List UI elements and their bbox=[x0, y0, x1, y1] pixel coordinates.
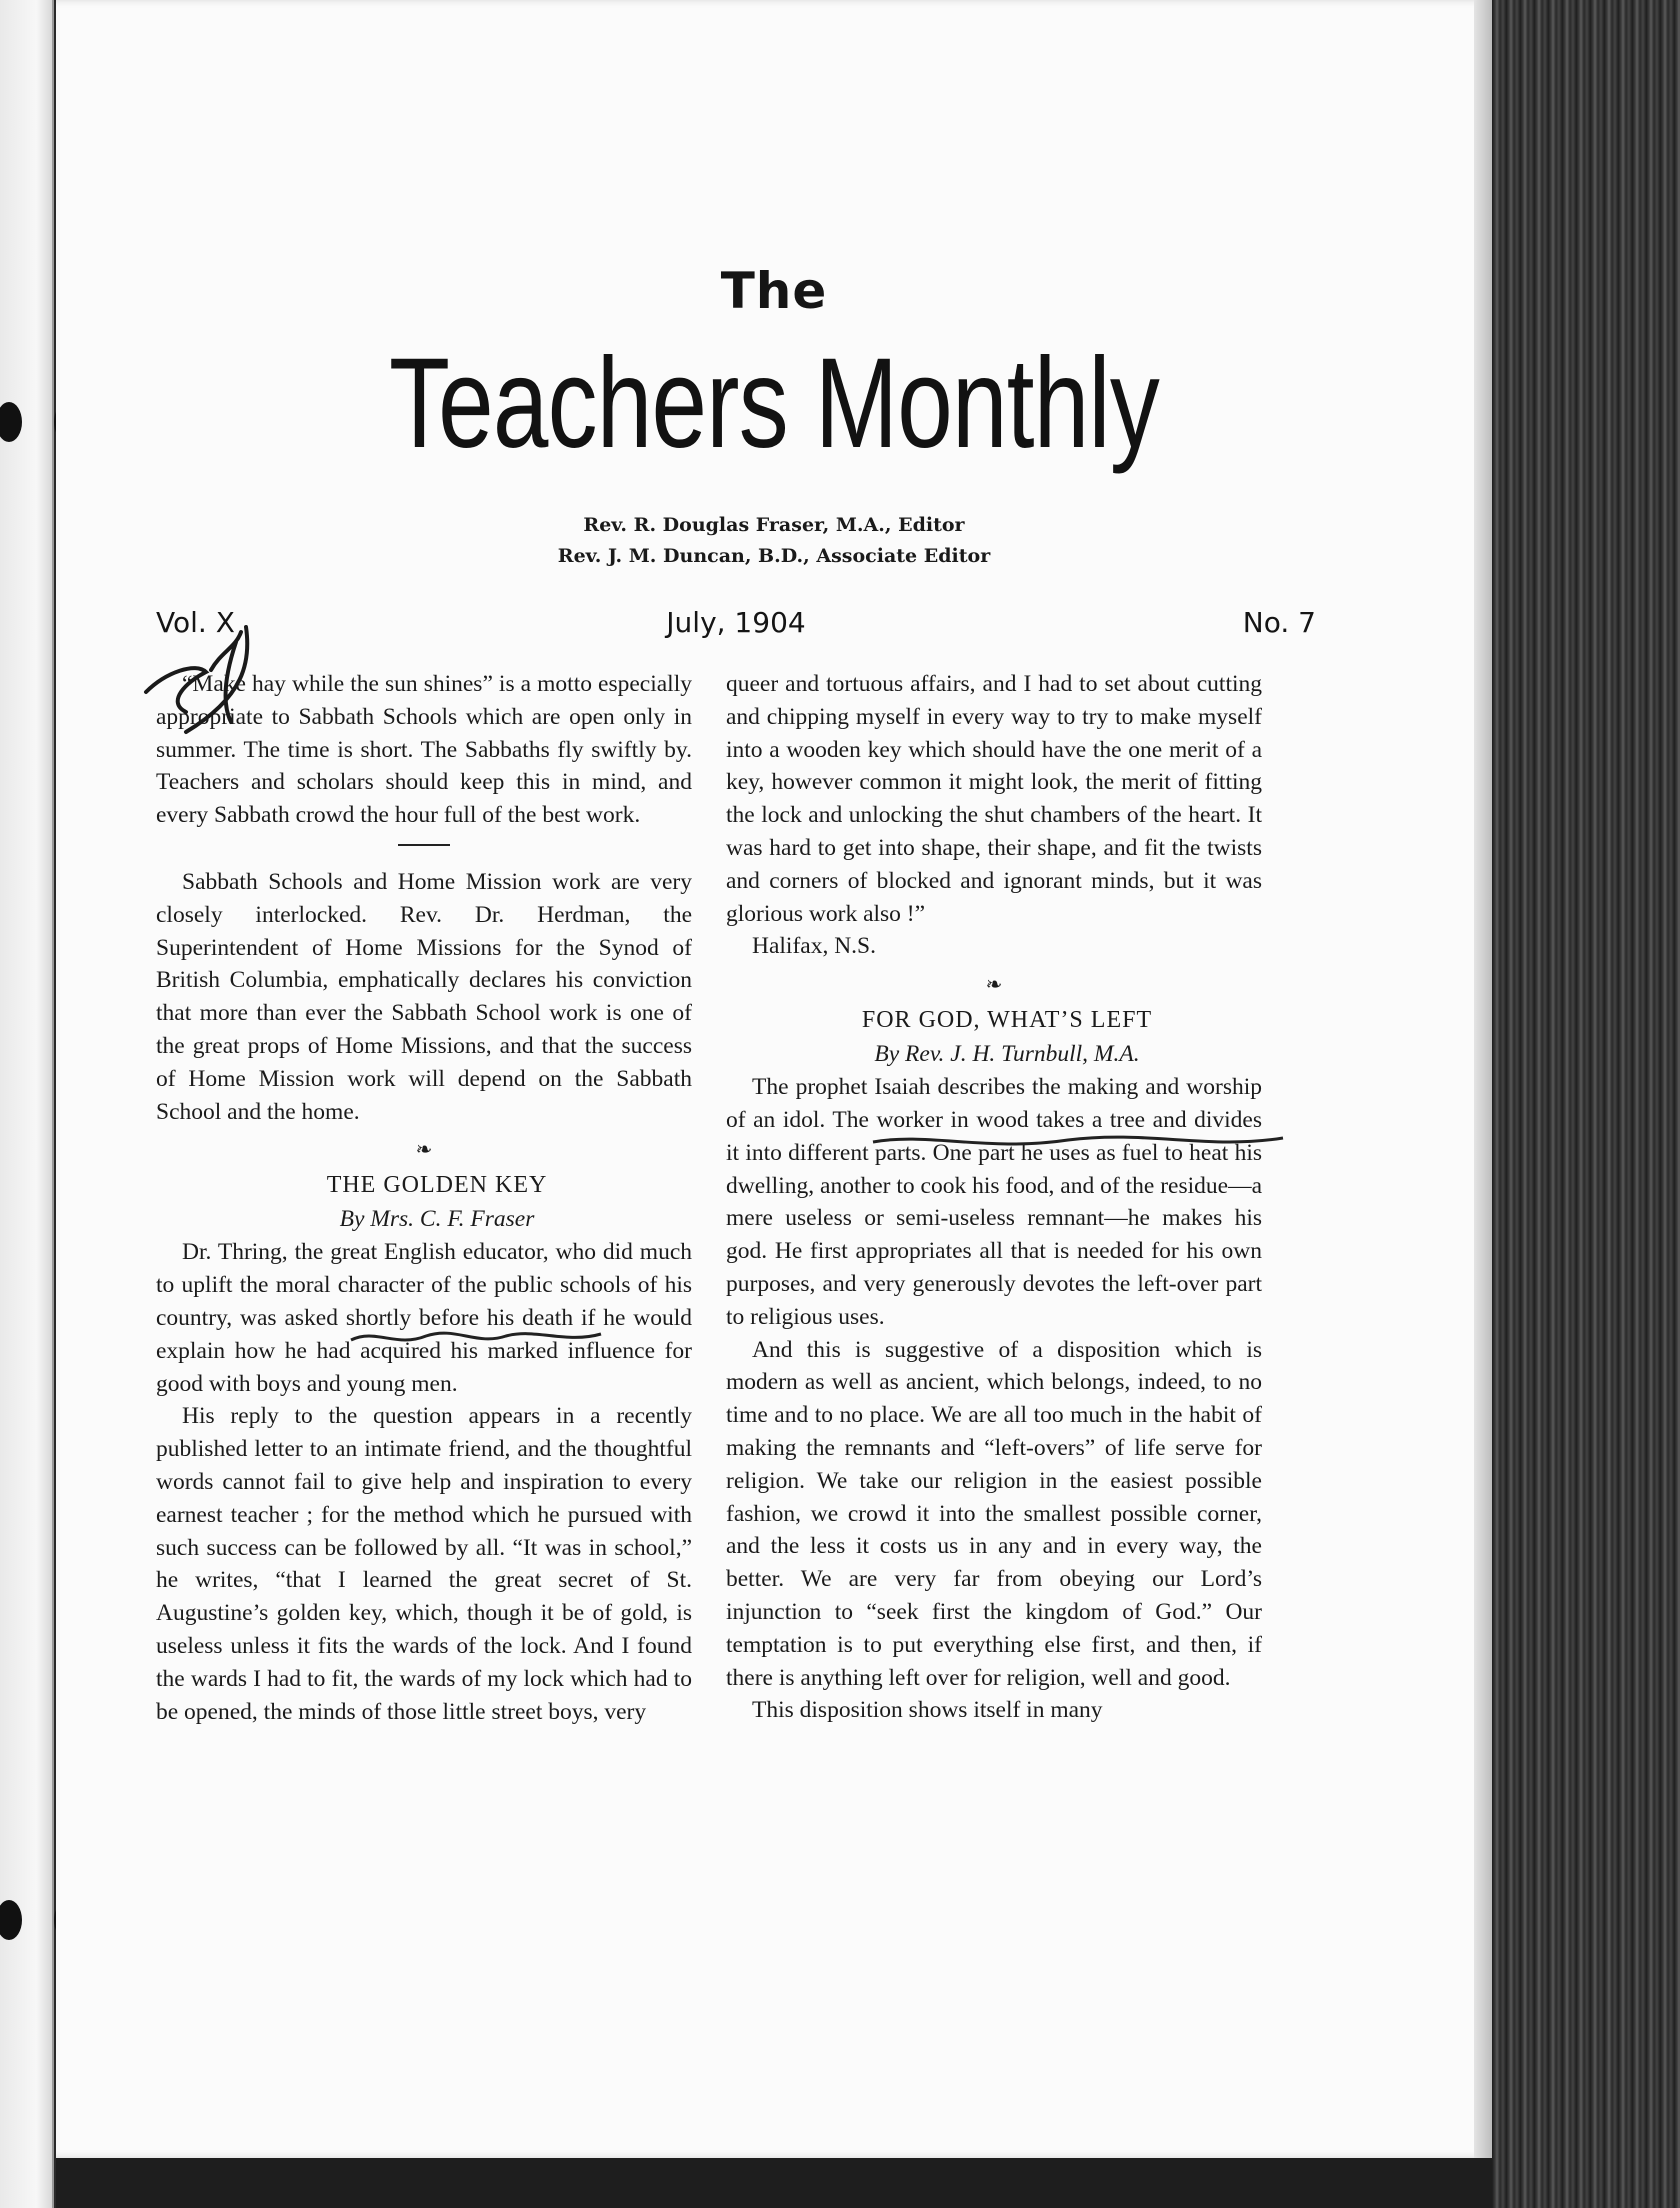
book-page-stack bbox=[1492, 0, 1680, 2208]
article-paragraph: This disposition shows itself in many bbox=[752, 1697, 1103, 1724]
editorial-paragraph: Sabbath Schools and Home Mission work are very closely interlocked. Rev. Dr. Herdman, the Superintendent of Home Missions for the Synod of British Columbia, emphatically declares his conviction that more than ever the Sabbath School work is one of the great props of Home Missions, and that the success of Home Mission work will depend on the Sabbath School and the home. bbox=[156, 868, 692, 1125]
article-paragraph: And this is suggestive of a disposition which is modern as well as ancient, which belongs, indeed, to no time and to no place. We are all too much in the habit of making the remnants and “left-overs” of life serve for religion. We take our religion in the easiest possible fashion, we crowd it into the smallest possible corner, and the less it costs us in any and in every way, the better. We are very far from obeying our Lord’s injunction to “seek first the kingdom of God.” Our temptation is to put everything else first, and then, if there is anything left over for religion, well and good. bbox=[726, 1336, 1262, 1691]
editor-line: Rev. R. Douglas Fraser, M.A., Editor bbox=[583, 514, 965, 536]
issue-line bbox=[156, 606, 1316, 640]
issue-number: No. 7 bbox=[1242, 606, 1316, 639]
binding-hole bbox=[0, 1900, 22, 1940]
masthead-title: Teachers Monthly bbox=[389, 332, 1159, 475]
article-paragraph: The prophet Isaiah describes the making and worship of an idol. The worker in wood takes a tree and divides it into different parts. One part he uses as fuel to heat his dwelling, another to cook his food, and of the residue—a mere useless or semi-useless remnant—he makes his god. He first appropriates all that is needed for his own purposes, and very generously devotes the left-over part to religious uses. bbox=[726, 1074, 1262, 1330]
article-title: THE GOLDEN KEY bbox=[326, 1172, 548, 1199]
article-paragraph: queer and tortuous affairs, and I had to set about cutting and chipping myself in every way to try to make myself into a wooden key which should have the one merit of a key, however common it might look, the merit of fitting the lock and unlocking the shut chambers of the heart. It was hard to get into shape, their shape, and fit the twists and corners of blocked and ignorant minds, but it was glorious work also !” bbox=[726, 671, 1262, 927]
volume-label: Vol. X bbox=[156, 606, 235, 639]
article-signoff: Halifax, N.S. bbox=[752, 933, 877, 960]
issue-date: July, 1904 bbox=[666, 606, 806, 639]
right-column bbox=[726, 668, 1262, 1727]
article-byline: By Rev. J. H. Turnbull, M.A. bbox=[874, 1041, 1140, 1068]
article-paragraph: Dr. Thring, the great English educator, who did much to uplift the moral character of the public schools of his country, was asked shortly before his death if he would explain how he had acquired his marked influence for good with boys and young men. bbox=[156, 1239, 692, 1397]
facing-page-edge bbox=[0, 0, 54, 2208]
section-rule bbox=[398, 844, 450, 846]
bottom-edge bbox=[56, 2158, 1492, 2208]
ornament-icon: ❧ bbox=[415, 1139, 433, 1162]
binding-hole bbox=[0, 402, 22, 442]
article-byline: By Mrs. C. F. Fraser bbox=[339, 1206, 535, 1233]
editorial-paragraph: “Make hay while the sun shines” is a motto especially appropriate to Sabbath Schools which are open only in summer. The time is short. The Sabbaths fly swiftly by. Teachers and scholars should keep this in mind, and every Sabbath crowd the hour full of the best work. bbox=[156, 671, 692, 829]
associate-editor-line: Rev. J. M. Duncan, B.D., Associate Editor bbox=[557, 545, 991, 567]
page-edge-shadow bbox=[1474, 0, 1494, 2170]
left-column bbox=[156, 668, 692, 1728]
article-title: FOR GOD, WHAT’S LEFT bbox=[861, 1007, 1153, 1034]
article-paragraph: His reply to the question appears in a recently published letter to an intimate friend, and the thoughtful words cannot fail to give help and inspiration to every earnest teacher ; for the method which he pursued with such success can be followed by all. “It was in school,” he writes, “that I learned the great secret of St. Augustine’s golden key, which, though it be of gold, is useless unless it fits the wards of the lock. And I found the wards I had to fit, the wards of my lock which had to be opened, the minds of those little street boys, very bbox=[156, 1403, 692, 1725]
masthead-the: The bbox=[720, 262, 828, 320]
magazine-page bbox=[56, 0, 1492, 2158]
ornament-icon: ❧ bbox=[985, 974, 1003, 997]
